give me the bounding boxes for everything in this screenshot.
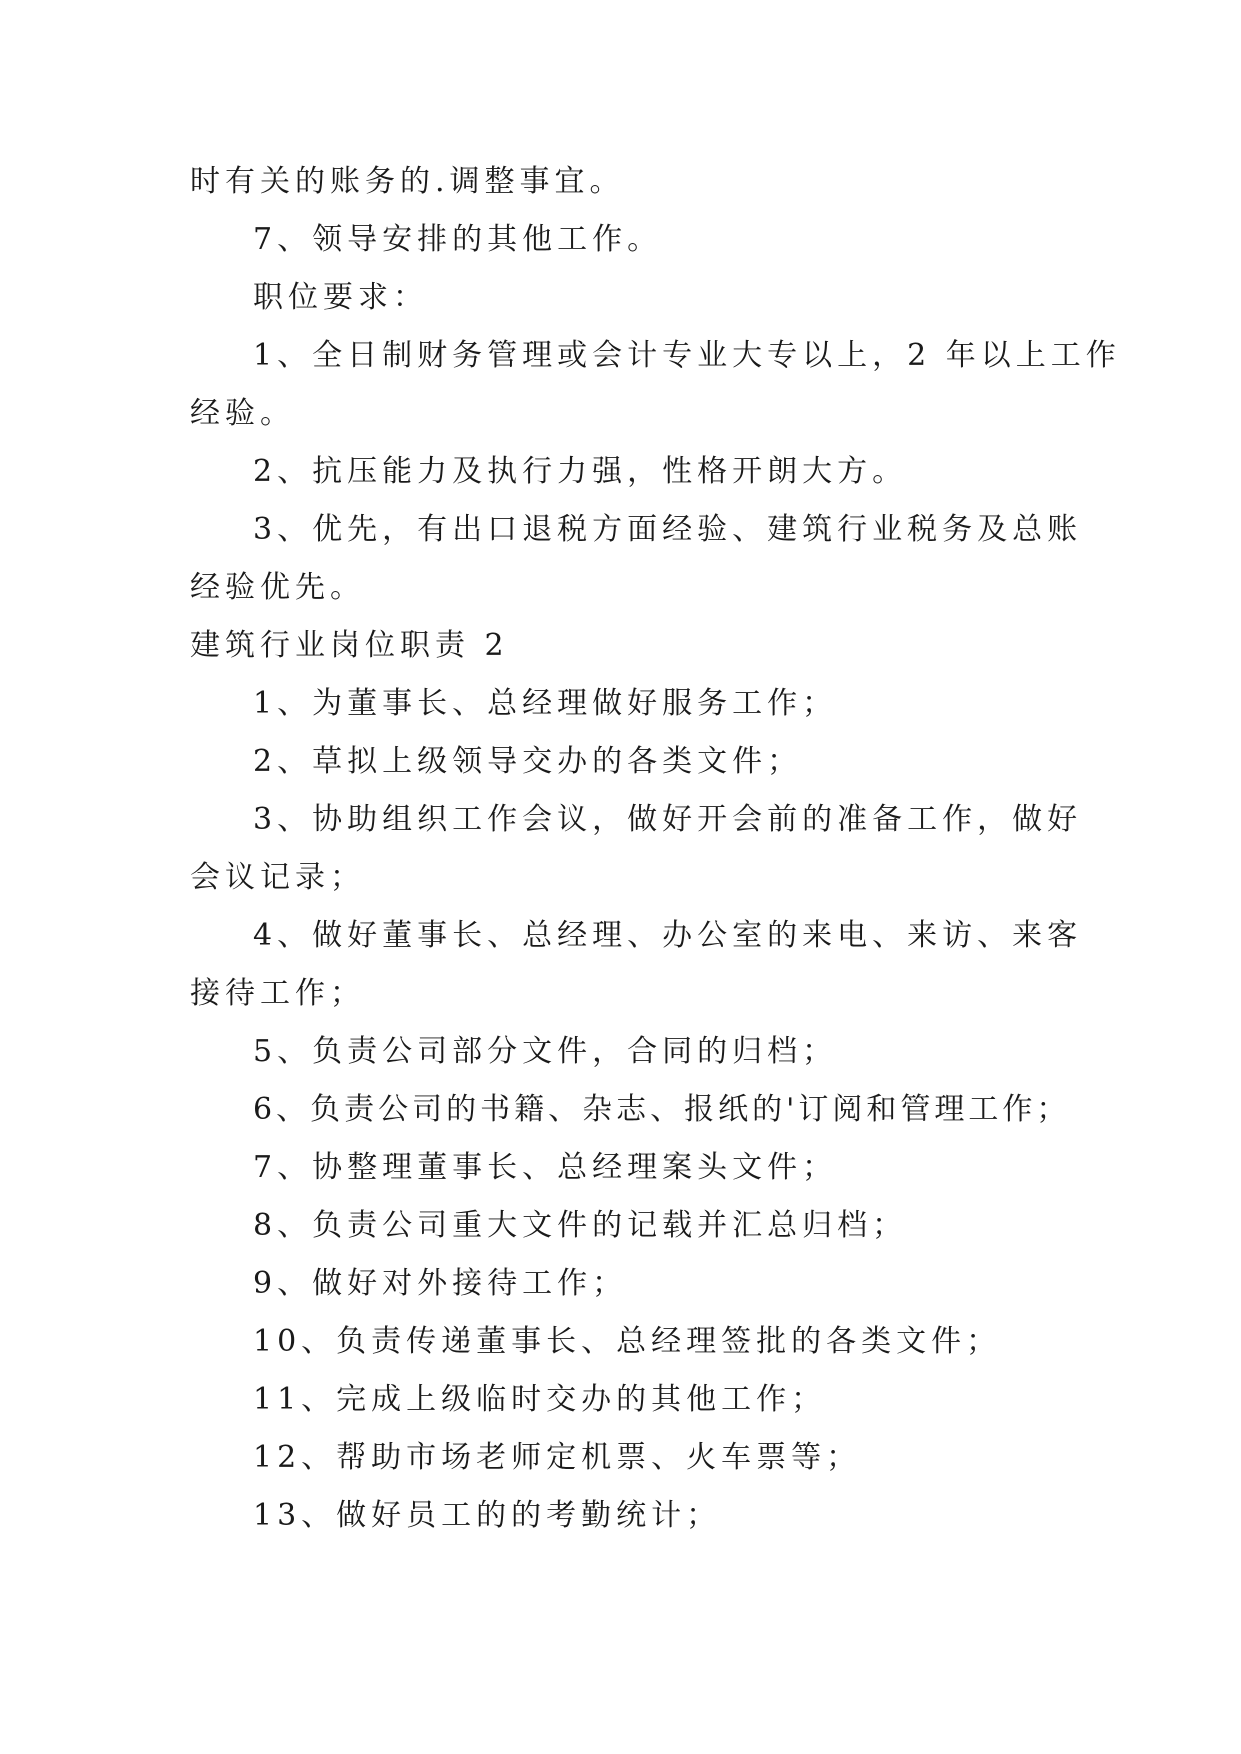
list-item: 2、草拟上级领导交办的各类文件；	[253, 744, 803, 779]
list-item: 8、负责公司重大文件的记载并汇总归档；	[253, 1208, 908, 1243]
list-item: 3、优先，有出口退税方面经验、建筑行业税务及总账	[253, 512, 1083, 547]
list-item: 10、负责传递董事长、总经理签批的各类文件；	[253, 1324, 1002, 1359]
section-heading: 职位要求：	[253, 280, 428, 315]
list-item: 2、抗压能力及执行力强，性格开朗大方。	[253, 454, 908, 489]
list-item: 11、完成上级临时交办的其他工作；	[253, 1382, 827, 1417]
list-item: 3、协助组织工作会议，做好开会前的准备工作，做好	[253, 802, 1083, 837]
list-item: 1、全日制财务管理或会计专业大专以上，2 年以上工作	[253, 338, 1121, 373]
list-item: 6、负责公司的书籍、杂志、报纸的'订阅和管理工作；	[253, 1092, 1071, 1127]
text-line: 经验。	[190, 396, 295, 431]
list-item: 12、帮助市场老师定机票、火车票等；	[253, 1440, 862, 1475]
text-line: 经验优先。	[190, 570, 365, 605]
list-item: 9、做好对外接待工作；	[253, 1266, 628, 1301]
list-item: 4、做好董事长、总经理、办公室的来电、来访、来客	[253, 918, 1083, 953]
text-line: 7、领导安排的其他工作。	[253, 222, 663, 257]
text-line: 时有关的账务的.调整事宜。	[190, 164, 625, 199]
list-item: 13、做好员工的的考勤统计；	[253, 1498, 722, 1533]
list-item: 1、为董事长、总经理做好服务工作；	[253, 686, 838, 721]
list-item: 5、负责公司部分文件，合同的归档；	[253, 1034, 838, 1069]
text-line: 接待工作；	[190, 976, 365, 1011]
list-item: 7、协整理董事长、总经理案头文件；	[253, 1150, 838, 1185]
text-line: 会议记录；	[190, 860, 365, 895]
section-title: 建筑行业岗位职责 2	[190, 628, 509, 663]
